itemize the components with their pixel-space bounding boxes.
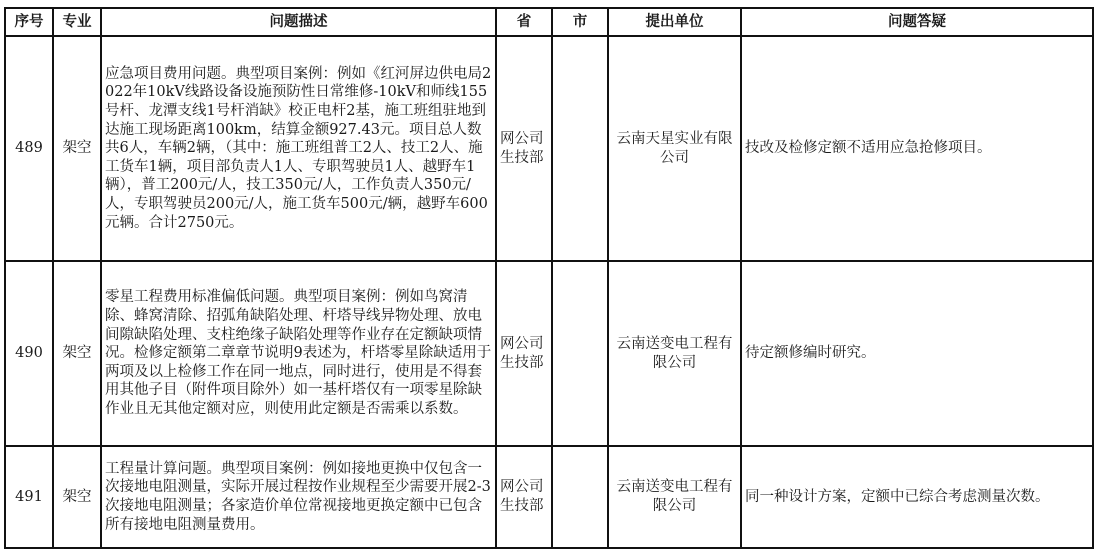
cell-index[interactable]: 490 bbox=[5, 261, 53, 446]
table-row bbox=[5, 446, 1093, 548]
cell-specialty[interactable]: 架空 bbox=[53, 261, 101, 446]
header-row bbox=[5, 8, 1093, 36]
cell-province[interactable]: 网公司生技部 bbox=[496, 446, 552, 548]
cell-city[interactable] bbox=[552, 446, 608, 548]
cell-submitter[interactable]: 云南天星实业有限公司 bbox=[608, 36, 741, 261]
header-city[interactable]: 市 bbox=[552, 8, 608, 36]
cell-submitter[interactable]: 云南送变电工程有限公司 bbox=[608, 446, 741, 548]
cell-index[interactable]: 491 bbox=[5, 446, 53, 548]
cell-answer[interactable]: 待定额修编时研究。 bbox=[741, 261, 1093, 446]
cell-city[interactable] bbox=[552, 261, 608, 446]
cell-submitter[interactable]: 云南送变电工程有限公司 bbox=[608, 261, 741, 446]
header-description[interactable]: 问题描述 bbox=[101, 8, 496, 36]
header-answer[interactable]: 问题答疑 bbox=[741, 8, 1093, 36]
cell-specialty[interactable]: 架空 bbox=[53, 36, 101, 261]
issue-table bbox=[4, 7, 1094, 549]
header-province[interactable]: 省 bbox=[496, 8, 552, 36]
cell-index[interactable]: 489 bbox=[5, 36, 53, 261]
cell-answer[interactable]: 同一种设计方案，定额中已综合考虑测量次数。 bbox=[741, 446, 1093, 548]
table-row bbox=[5, 36, 1093, 261]
cell-city[interactable] bbox=[552, 36, 608, 261]
cell-province[interactable]: 网公司生技部 bbox=[496, 261, 552, 446]
cell-description[interactable]: 零星工程费用标准偏低问题。典型项目案例：例如鸟窝清除、蜂窝清除、招弧角缺陷处理、杆塔导线异物处理、放电间隙缺陷处理、支柱绝缘子缺陷处理等作业存在定额缺项情况。检修定额第二章章节说明9表述为，杆塔零星除缺适用于两项及以上检修工作在同一地点，同时进行，使用是不得套用其他子目（附件项目除外）如一基杆塔仅有一项零星除缺作业且无其他定额对应，则使用此定额是否需乘以系数。 bbox=[101, 261, 496, 446]
cell-province[interactable]: 网公司生技部 bbox=[496, 36, 552, 261]
header-submitter[interactable]: 提出单位 bbox=[608, 8, 741, 36]
header-specialty[interactable]: 专业 bbox=[53, 8, 101, 36]
header-index[interactable]: 序号 bbox=[5, 8, 53, 36]
table-row bbox=[5, 261, 1093, 446]
cell-description[interactable]: 工程量计算问题。典型项目案例：例如接地更换中仅包含一次接地电阻测量，实际开展过程按作业规程至少需要开展2-3次接地电阻测量；各家造价单位常视接地更换定额中已包含所有接地电阻测量费用。 bbox=[101, 446, 496, 548]
cell-description[interactable]: 应急项目费用问题。典型项目案例：例如《红河屏边供电局2022年10kV线路设备设施预防性日常维修-10kV和师线155号杆、龙潭支线1号杆消缺》校正电杆2基，施工班组驻地到达施工现场距离100km，结算金额927.43元。项目总人数共6人，车辆2辆，（其中：施工班组普工2人、技工2人、施工货车1辆，项目部负责人1人、专职驾驶员1人、越野车1辆），普工200元/人，技工350元/人，工作负责人350元/人，专职驾驶员200元/人，施工货车500元/辆，越野车600元辆。合计2750元。 bbox=[101, 36, 496, 261]
cell-specialty[interactable]: 架空 bbox=[53, 446, 101, 548]
cell-answer[interactable]: 技改及检修定额不适用应急抢修项目。 bbox=[741, 36, 1093, 261]
